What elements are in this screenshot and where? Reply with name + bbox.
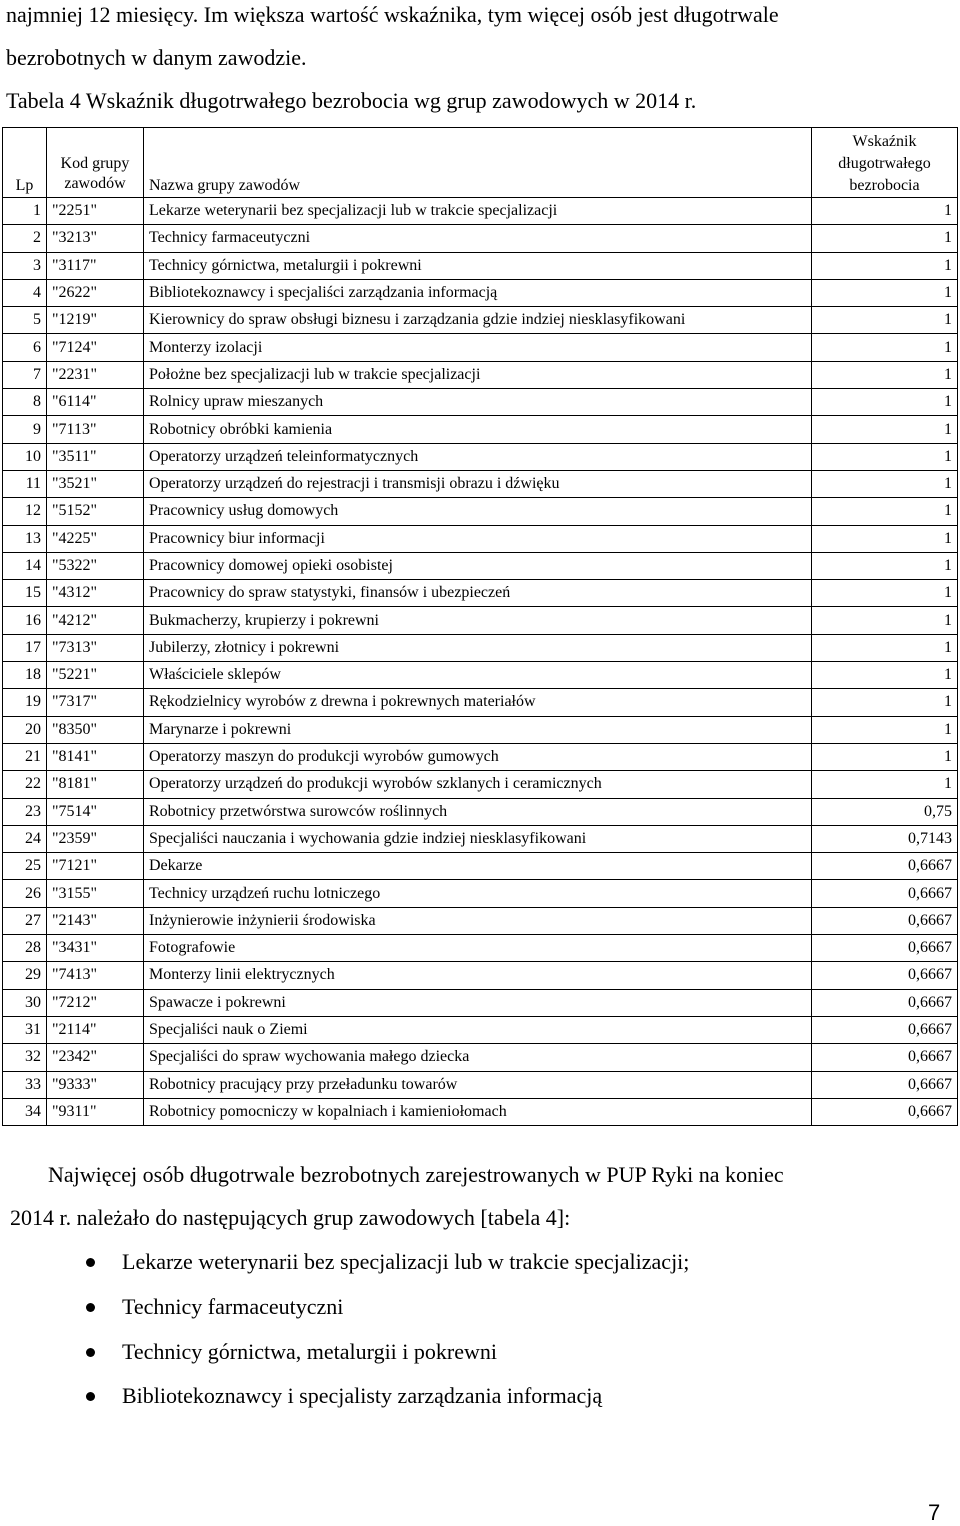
cell-wskaznik: 1 [812, 771, 958, 798]
cell-lp: 22 [3, 771, 47, 798]
table-row [3, 607, 958, 634]
cell-kod: "2342" [47, 1044, 144, 1071]
cell-wskaznik: 1 [812, 307, 958, 334]
cell-nazwa: Lekarze weterynarii bez specjalizacji lub w trakcie specjalizacji [144, 198, 812, 225]
table-row [3, 935, 958, 962]
cell-lp: 19 [3, 689, 47, 716]
table-row [3, 689, 958, 716]
table-row [3, 1098, 958, 1125]
cell-kod: "5322" [47, 552, 144, 579]
cell-kod: "3511" [47, 443, 144, 470]
cell-wskaznik: 1 [812, 389, 958, 416]
cell-nazwa: Rolnicy upraw mieszanych [144, 389, 812, 416]
cell-lp: 11 [3, 470, 47, 497]
table-row [3, 498, 958, 525]
cell-nazwa: Robotnicy przetwórstwa surowców roślinnych [144, 798, 812, 825]
bullet-icon [86, 1348, 95, 1357]
cell-nazwa: Operatorzy urządzeń do rejestracji i transmisji obrazu i dźwięku [144, 470, 812, 497]
cell-lp: 33 [3, 1071, 47, 1098]
cell-nazwa: Rękodzielnicy wyrobów z drewna i pokrewnych materiałów [144, 689, 812, 716]
bullet-text: Technicy górnictwa, metalurgii i pokrewni [122, 1338, 497, 1364]
cell-kod: "3155" [47, 880, 144, 907]
cell-kod: "7113" [47, 416, 144, 443]
cell-lp: 7 [3, 361, 47, 388]
intro-text-line-1: najmniej 12 miesięcy. Im większa wartość wskaźnika, tym więcej osób jest długotrwale [6, 2, 779, 27]
cell-kod: "8181" [47, 771, 144, 798]
table-row [3, 470, 958, 497]
table-row [3, 880, 958, 907]
cell-wskaznik: 1 [812, 252, 958, 279]
cell-nazwa: Marynarze i pokrewni [144, 716, 812, 743]
cell-kod: "2622" [47, 279, 144, 306]
cell-nazwa: Spawacze i pokrewni [144, 989, 812, 1016]
cell-kod: "2251" [47, 198, 144, 225]
cell-kod: "2231" [47, 361, 144, 388]
cell-kod: "5152" [47, 498, 144, 525]
cell-lp: 24 [3, 825, 47, 852]
header-wskaznik: Wskaźnik długotrwałego bezrobocia [812, 128, 958, 198]
table-row [3, 252, 958, 279]
cell-kod: "9311" [47, 1098, 144, 1125]
table-row [3, 279, 958, 306]
cell-wskaznik: 1 [812, 743, 958, 770]
table-row [3, 989, 958, 1016]
cell-lp: 2 [3, 225, 47, 252]
cell-kod: "7514" [47, 798, 144, 825]
cell-kod: "5221" [47, 662, 144, 689]
table-row [3, 743, 958, 770]
cell-wskaznik: 1 [812, 334, 958, 361]
cell-kod: "7413" [47, 962, 144, 989]
cell-lp: 26 [3, 880, 47, 907]
cell-nazwa: Pracownicy usług domowych [144, 498, 812, 525]
cell-nazwa: Technicy górnictwa, metalurgii i pokrewni [144, 252, 812, 279]
cell-kod: "2143" [47, 907, 144, 934]
cell-kod: "7317" [47, 689, 144, 716]
cell-wskaznik: 1 [812, 662, 958, 689]
cell-wskaznik: 1 [812, 498, 958, 525]
cell-kod: "7212" [47, 989, 144, 1016]
cell-nazwa: Robotnicy pracujący przy przeładunku towarów [144, 1071, 812, 1098]
cell-nazwa: Operatorzy urządzeń do produkcji wyrobów szklanych i ceramicznych [144, 771, 812, 798]
cell-lp: 6 [3, 334, 47, 361]
cell-lp: 3 [3, 252, 47, 279]
long-term-unemployment-table [2, 127, 958, 1126]
cell-kod: "3521" [47, 470, 144, 497]
bullet-icon [86, 1303, 95, 1312]
cell-wskaznik: 0,7143 [812, 825, 958, 852]
cell-nazwa: Robotnicy obróbki kamienia [144, 416, 812, 443]
table-row [3, 552, 958, 579]
table-row [3, 443, 958, 470]
cell-wskaznik: 0,6667 [812, 962, 958, 989]
bullet-text: Bibliotekoznawcy i specjalisty zarządzania informacją [122, 1383, 603, 1409]
cell-lp: 23 [3, 798, 47, 825]
cell-nazwa: Inżynierowie inżynierii środowiska [144, 907, 812, 934]
table-row [3, 525, 958, 552]
cell-lp: 25 [3, 853, 47, 880]
table-row [3, 907, 958, 934]
cell-kod: "4312" [47, 580, 144, 607]
cell-kod: "7124" [47, 334, 144, 361]
cell-nazwa: Robotnicy pomocniczy w kopalniach i kamieniołomach [144, 1098, 812, 1125]
cell-lp: 12 [3, 498, 47, 525]
cell-nazwa: Pracownicy biur informacji [144, 525, 812, 552]
cell-wskaznik: 1 [812, 361, 958, 388]
header-lp: Lp [3, 128, 47, 198]
cell-wskaznik: 0,6667 [812, 907, 958, 934]
cell-wskaznik: 1 [812, 225, 958, 252]
summary-line-2: 2014 r. należało do następujących grup zawodowych [tabela 4]: [10, 1205, 571, 1230]
table-row [3, 853, 958, 880]
cell-lp: 18 [3, 662, 47, 689]
cell-lp: 28 [3, 935, 47, 962]
cell-kod: "3213" [47, 225, 144, 252]
cell-kod: "7121" [47, 853, 144, 880]
cell-wskaznik: 1 [812, 634, 958, 661]
table-row [3, 1071, 958, 1098]
cell-lp: 21 [3, 743, 47, 770]
intro-text-line-2: bezrobotnych w danym zawodzie. [6, 45, 307, 70]
cell-lp: 10 [3, 443, 47, 470]
cell-nazwa: Bukmacherzy, krupierzy i pokrewni [144, 607, 812, 634]
cell-nazwa: Fotografowie [144, 935, 812, 962]
cell-lp: 13 [3, 525, 47, 552]
table-row [3, 962, 958, 989]
cell-wskaznik: 0,6667 [812, 1016, 958, 1043]
cell-lp: 29 [3, 962, 47, 989]
cell-lp: 15 [3, 580, 47, 607]
cell-wskaznik: 1 [812, 716, 958, 743]
bullet-text: Technicy farmaceutyczni [122, 1293, 344, 1319]
cell-wskaznik: 0,6667 [812, 989, 958, 1016]
cell-nazwa: Jubilerzy, złotnicy i pokrewni [144, 634, 812, 661]
cell-wskaznik: 0,6667 [812, 880, 958, 907]
table-header-row [3, 128, 958, 198]
cell-wskaznik: 1 [812, 580, 958, 607]
cell-kod: "3431" [47, 935, 144, 962]
cell-lp: 34 [3, 1098, 47, 1125]
cell-nazwa: Monterzy izolacji [144, 334, 812, 361]
cell-wskaznik: 1 [812, 525, 958, 552]
cell-lp: 9 [3, 416, 47, 443]
cell-wskaznik: 1 [812, 198, 958, 225]
table-row [3, 361, 958, 388]
cell-nazwa: Technicy farmaceutyczni [144, 225, 812, 252]
cell-nazwa: Technicy urządzeń ruchu lotniczego [144, 880, 812, 907]
cell-nazwa: Pracownicy domowej opieki osobistej [144, 552, 812, 579]
cell-lp: 16 [3, 607, 47, 634]
cell-kod: "2114" [47, 1016, 144, 1043]
cell-kod: "8350" [47, 716, 144, 743]
cell-nazwa: Specjaliści do spraw wychowania małego dziecka [144, 1044, 812, 1071]
cell-nazwa: Operatorzy maszyn do produkcji wyrobów gumowych [144, 743, 812, 770]
bullet-icon [86, 1392, 95, 1401]
cell-nazwa: Bibliotekoznawcy i specjaliści zarządzania informacją [144, 279, 812, 306]
cell-kod: "1219" [47, 307, 144, 334]
summary-line-1: Najwięcej osób długotrwale bezrobotnych zarejestrowanych w PUP Ryki na koniec [48, 1162, 784, 1187]
header-nazwa: Nazwa grupy zawodów [144, 128, 812, 198]
cell-kod: "7313" [47, 634, 144, 661]
header-kod: Kod grupy zawodów [47, 128, 144, 198]
cell-nazwa: Dekarze [144, 853, 812, 880]
cell-lp: 31 [3, 1016, 47, 1043]
cell-lp: 4 [3, 279, 47, 306]
cell-lp: 1 [3, 198, 47, 225]
cell-lp: 32 [3, 1044, 47, 1071]
cell-wskaznik: 1 [812, 416, 958, 443]
cell-kod: "8141" [47, 743, 144, 770]
table-row [3, 798, 958, 825]
table-row [3, 771, 958, 798]
cell-lp: 8 [3, 389, 47, 416]
table-row [3, 662, 958, 689]
table-row [3, 389, 958, 416]
table-row [3, 1016, 958, 1043]
table-body [3, 198, 958, 1126]
cell-nazwa: Właściciele sklepów [144, 662, 812, 689]
cell-lp: 14 [3, 552, 47, 579]
cell-nazwa: Specjaliści nauczania i wychowania gdzie indziej niesklasyfikowani [144, 825, 812, 852]
cell-wskaznik: 1 [812, 279, 958, 306]
cell-wskaznik: 0,6667 [812, 935, 958, 962]
table-row [3, 334, 958, 361]
cell-nazwa: Kierownicy do spraw obsługi biznesu i zarządzania gdzie indziej niesklasyfikowani [144, 307, 812, 334]
cell-wskaznik: 1 [812, 689, 958, 716]
table-row [3, 198, 958, 225]
table-row [3, 1044, 958, 1071]
cell-nazwa: Specjaliści nauk o Ziemi [144, 1016, 812, 1043]
cell-wskaznik: 1 [812, 470, 958, 497]
cell-nazwa: Pracownicy do spraw statystyki, finansów i ubezpieczeń [144, 580, 812, 607]
bullet-text: Lekarze weterynarii bez specjalizacji lub w trakcie specjalizacji; [122, 1249, 690, 1274]
table-row [3, 716, 958, 743]
cell-wskaznik: 0,6667 [812, 853, 958, 880]
cell-wskaznik: 1 [812, 552, 958, 579]
cell-nazwa: Operatorzy urządzeń teleinformatycznych [144, 443, 812, 470]
table-row [3, 825, 958, 852]
cell-wskaznik: 1 [812, 443, 958, 470]
cell-wskaznik: 0,6667 [812, 1098, 958, 1125]
bullet-icon [86, 1258, 95, 1267]
cell-kod: "3117" [47, 252, 144, 279]
cell-lp: 30 [3, 989, 47, 1016]
cell-lp: 17 [3, 634, 47, 661]
table-title: Tabela 4 Wskaźnik długotrwałego bezrobocia wg grup zawodowych w 2014 r. [6, 88, 697, 113]
cell-lp: 20 [3, 716, 47, 743]
cell-kod: "6114" [47, 389, 144, 416]
cell-kod: "4212" [47, 607, 144, 634]
cell-kod: "2359" [47, 825, 144, 852]
cell-nazwa: Położne bez specjalizacji lub w trakcie specjalizacji [144, 361, 812, 388]
cell-kod: "4225" [47, 525, 144, 552]
cell-nazwa: Monterzy linii elektrycznych [144, 962, 812, 989]
table-row [3, 416, 958, 443]
table-row [3, 580, 958, 607]
table-row [3, 634, 958, 661]
table-row [3, 307, 958, 334]
cell-wskaznik: 0,6667 [812, 1044, 958, 1071]
page-number: 7 [928, 1500, 941, 1525]
cell-lp: 5 [3, 307, 47, 334]
cell-wskaznik: 1 [812, 607, 958, 634]
table-row [3, 225, 958, 252]
cell-wskaznik: 0,75 [812, 798, 958, 825]
cell-lp: 27 [3, 907, 47, 934]
cell-kod: "9333" [47, 1071, 144, 1098]
cell-wskaznik: 0,6667 [812, 1071, 958, 1098]
